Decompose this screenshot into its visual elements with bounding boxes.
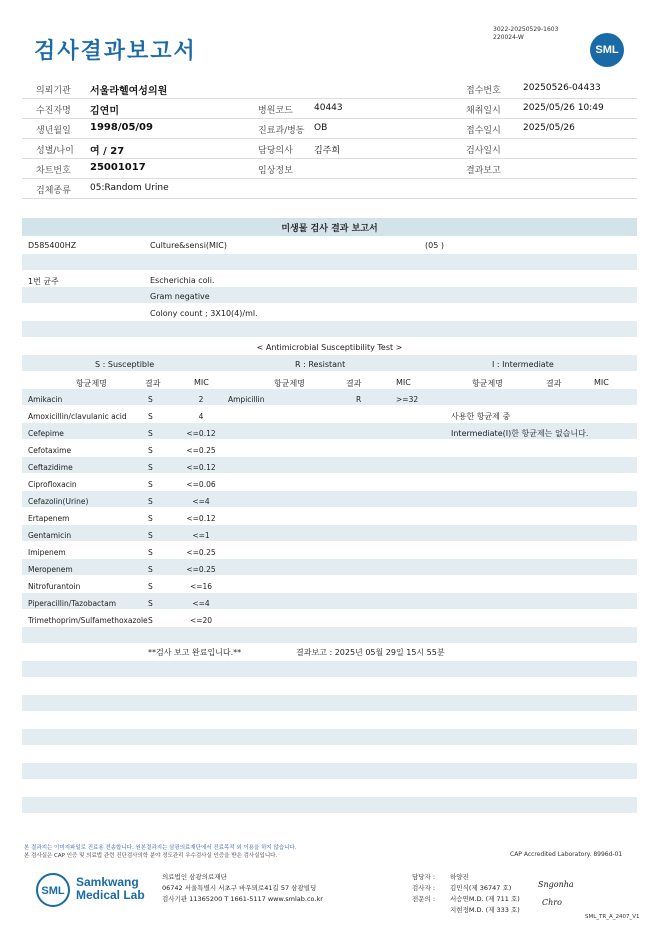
staff-labels bbox=[412, 872, 435, 905]
col-drug-header: 항균제명 bbox=[472, 379, 503, 388]
section-title: 미생물 검사 결과 보고서 bbox=[281, 224, 378, 234]
lab-name-line-2: Medical Lab bbox=[76, 888, 145, 902]
chart-label: 차트번호 bbox=[36, 166, 71, 176]
drug-mic: <=1 bbox=[192, 531, 210, 540]
drug-mic: <=4 bbox=[192, 599, 210, 608]
dept-value: OB bbox=[314, 123, 328, 133]
drug-name: Ertapenem bbox=[28, 514, 70, 523]
drug-mic: <=0.25 bbox=[186, 565, 216, 574]
specialist-name-1: 서승연M.D. (제 711 호) bbox=[450, 895, 520, 903]
colony-count: Colony count ; 3X10(4)/ml. bbox=[150, 309, 258, 318]
staff-names bbox=[450, 872, 520, 916]
info-row bbox=[22, 99, 637, 119]
drug-mic: 2 bbox=[198, 395, 204, 404]
legend-resistant: R : Resistant bbox=[295, 360, 346, 369]
sml-logo: SML bbox=[590, 33, 624, 67]
row-band bbox=[22, 763, 637, 779]
row-band bbox=[22, 389, 637, 405]
receipt-no-value: 20250526-04433 bbox=[523, 83, 601, 93]
drug-name: Cefotaxime bbox=[28, 446, 72, 455]
drug-name: Imipenem bbox=[28, 548, 66, 557]
organism-label: 1번 균주 bbox=[28, 277, 59, 286]
drug-mic: 4 bbox=[198, 412, 204, 421]
drug-result: S bbox=[148, 599, 153, 608]
dept-label: 진료과/병동 bbox=[258, 126, 305, 136]
specimen-label: 검체종류 bbox=[36, 186, 71, 196]
handler-name: 하양진 bbox=[450, 873, 469, 881]
legend-intermediate: I : Intermediate bbox=[492, 360, 554, 369]
lab-org: 의료법인 삼광의료재단 bbox=[162, 873, 227, 881]
drug-mic: <=16 bbox=[189, 582, 213, 591]
row-band bbox=[22, 797, 637, 813]
gram-stain: Gram negative bbox=[150, 292, 210, 301]
document-id-line-2: 220024-W bbox=[493, 34, 524, 41]
col-mic-header: MIC bbox=[594, 378, 609, 387]
drug-result: S bbox=[148, 497, 153, 506]
drug-result: S bbox=[148, 616, 153, 625]
test-date-label: 검사일시 bbox=[466, 146, 501, 156]
drug-result: R bbox=[356, 395, 362, 404]
patient-value: 김연미 bbox=[90, 106, 119, 117]
drug-mic: <=20 bbox=[189, 616, 213, 625]
sml-footer-logo bbox=[36, 873, 70, 907]
footer-note: 본 결과지는 이미지파일로 진료용 전송합니다. 원본결과지는 삼광의료재단에서 진료목적 외 이용을 하지 않습니다. bbox=[24, 845, 297, 851]
drug-result: S bbox=[148, 514, 153, 523]
doctor-label: 담당의사 bbox=[258, 146, 293, 156]
signature-1: Sngonha bbox=[538, 880, 574, 889]
legend-susceptible: S : Susceptible bbox=[95, 360, 155, 369]
drug-result: S bbox=[148, 480, 153, 489]
info-row bbox=[22, 79, 637, 99]
ast-title: < Antimicrobial Susceptibility Test > bbox=[256, 343, 403, 352]
report-complete: **검사 보고 완료입니다.** bbox=[148, 648, 242, 657]
drug-mic: <=0.12 bbox=[186, 429, 216, 438]
drug-name: Nitrofurantoin bbox=[28, 582, 81, 591]
hospital-code-label: 병원코드 bbox=[258, 106, 293, 116]
drug-name: Cefazolin(Urine) bbox=[28, 497, 89, 506]
drug-mic: <=0.06 bbox=[186, 480, 216, 489]
report-title: 검사결과보고서 bbox=[34, 39, 197, 64]
drug-result: S bbox=[148, 463, 153, 472]
row-band bbox=[22, 287, 637, 303]
lab-address: 06742 서울특별시 서초구 바우뫼로41길 57 삼광빌딩 bbox=[162, 884, 317, 892]
cap-accreditation: CAP Accredited Laboratory. 8996d-01 bbox=[510, 851, 623, 858]
test-name: Culture&sensi(MIC) bbox=[150, 241, 227, 250]
drug-name: Gentamicin bbox=[28, 531, 72, 540]
col-mic-header: MIC bbox=[396, 378, 411, 387]
sml-logo-icon bbox=[36, 873, 70, 907]
drug-name: Ceftazidime bbox=[28, 463, 73, 472]
organism-name: Escherichia coli. bbox=[150, 276, 215, 285]
footer-note: 본 검사실은 CAP 인증 및 의료법 관련 진단검사의학 분야 정도관리 우수검사실 인증을 받은 검사실입니다. bbox=[24, 853, 278, 859]
checker-label: 검사자 : bbox=[412, 884, 436, 892]
drug-name: Trimethoprim/Sulfamethoxazole bbox=[28, 616, 148, 625]
sex-age-label: 성별/나이 bbox=[36, 146, 74, 156]
drug-result: S bbox=[148, 446, 153, 455]
row-band bbox=[22, 491, 637, 507]
document-id-line-1: 3022-20250529-1603 bbox=[493, 26, 559, 33]
test-number: (05 ) bbox=[425, 241, 444, 250]
specialist-name-2: 지현정M.D. (제 333 호) bbox=[450, 906, 520, 914]
received-label: 접수일시 bbox=[466, 126, 501, 136]
intermediate-note: Intermediate(I)한 항균제는 없습니다. bbox=[451, 429, 589, 438]
svg-text:SML: SML bbox=[41, 885, 65, 897]
lab-contact: 검사기관 11365200 T 1661-5117 www.smlab.co.kr bbox=[162, 895, 323, 903]
specimen-value: 05:Random Urine bbox=[90, 183, 169, 193]
info-row bbox=[22, 179, 637, 199]
document-id bbox=[493, 26, 558, 42]
dob-label: 생년월일 bbox=[36, 126, 71, 136]
signature-2: Chro bbox=[542, 898, 562, 907]
row-band bbox=[22, 321, 637, 337]
col-drug-header: 항균제명 bbox=[274, 379, 305, 388]
col-result-header: 결과 bbox=[546, 379, 562, 388]
col-result-header: 결과 bbox=[346, 379, 362, 388]
clinic-label: 의뢰기관 bbox=[36, 86, 71, 96]
dob-value: 1998/05/09 bbox=[90, 122, 153, 133]
hospital-code-value: 40443 bbox=[314, 103, 343, 113]
drug-mic: <=0.12 bbox=[186, 514, 216, 523]
drug-mic: >=32 bbox=[396, 395, 419, 404]
drug-name: Meropenem bbox=[28, 565, 73, 574]
row-band bbox=[22, 695, 637, 711]
received-value: 2025/05/26 bbox=[523, 123, 575, 133]
clinic-value: 서울라헬여성의원 bbox=[90, 86, 168, 97]
doctor-value: 김주희 bbox=[314, 146, 341, 156]
lab-name-line-1: Samkwang bbox=[76, 875, 139, 889]
report-label: 결과보고 bbox=[466, 166, 501, 176]
drug-result: S bbox=[148, 548, 153, 557]
drug-result: S bbox=[148, 412, 153, 421]
row-band bbox=[22, 457, 637, 473]
handler-label: 담당자 : bbox=[412, 873, 436, 881]
col-drug-header: 항균제명 bbox=[76, 379, 107, 388]
checker-name: 김민식(제 36747 호) bbox=[450, 884, 512, 892]
row-band bbox=[22, 729, 637, 745]
drug-mic: <=0.12 bbox=[186, 463, 216, 472]
report-time: 결과보고 : 2025년 05월 29일 15시 55분 bbox=[296, 648, 445, 657]
drug-result: S bbox=[148, 395, 153, 404]
drug-name: Amoxicillin/clavulanic acid bbox=[28, 412, 127, 421]
info-row bbox=[22, 139, 637, 159]
row-band bbox=[22, 627, 637, 643]
collect-label: 채취일시 bbox=[466, 106, 501, 116]
drug-name: Cefepime bbox=[28, 429, 64, 438]
col-result-header: 결과 bbox=[145, 379, 161, 388]
form-code: SML_TR_A_2407_V1 bbox=[585, 914, 640, 920]
test-code: D585400HZ bbox=[28, 241, 77, 250]
drug-name: Amikacin bbox=[28, 395, 63, 404]
drug-result: S bbox=[148, 582, 153, 591]
drug-name: Ciprofloxacin bbox=[28, 480, 77, 489]
drug-result: S bbox=[148, 531, 153, 540]
clinical-label: 임상정보 bbox=[258, 166, 293, 176]
drug-mic: <=0.25 bbox=[186, 446, 216, 455]
drug-name: Ampicillin bbox=[228, 395, 265, 404]
intermediate-note: 사용한 항균제 중 bbox=[451, 412, 511, 421]
drug-result: S bbox=[148, 565, 153, 574]
info-row bbox=[22, 119, 637, 139]
lab-name bbox=[76, 876, 145, 902]
drug-mic: <=4 bbox=[192, 497, 210, 506]
info-row bbox=[22, 159, 637, 179]
drug-name: Piperacillin/Tazobactam bbox=[28, 599, 117, 608]
receipt-no-label: 접수번호 bbox=[466, 86, 501, 96]
row-band bbox=[22, 559, 637, 575]
row-band bbox=[22, 525, 637, 541]
lab-address-block bbox=[162, 872, 323, 905]
patient-label: 수진자명 bbox=[36, 106, 71, 116]
chart-value: 25001017 bbox=[90, 162, 146, 173]
sex-age-value: 여 / 27 bbox=[90, 146, 125, 157]
row-band bbox=[22, 661, 637, 677]
drug-result: S bbox=[148, 429, 153, 438]
drug-mic: <=0.25 bbox=[186, 548, 216, 557]
collect-value: 2025/05/26 10:49 bbox=[523, 103, 604, 113]
col-mic-header: MIC bbox=[194, 378, 209, 387]
row-band bbox=[22, 254, 637, 270]
specialist-label: 전문의 : bbox=[412, 895, 436, 903]
